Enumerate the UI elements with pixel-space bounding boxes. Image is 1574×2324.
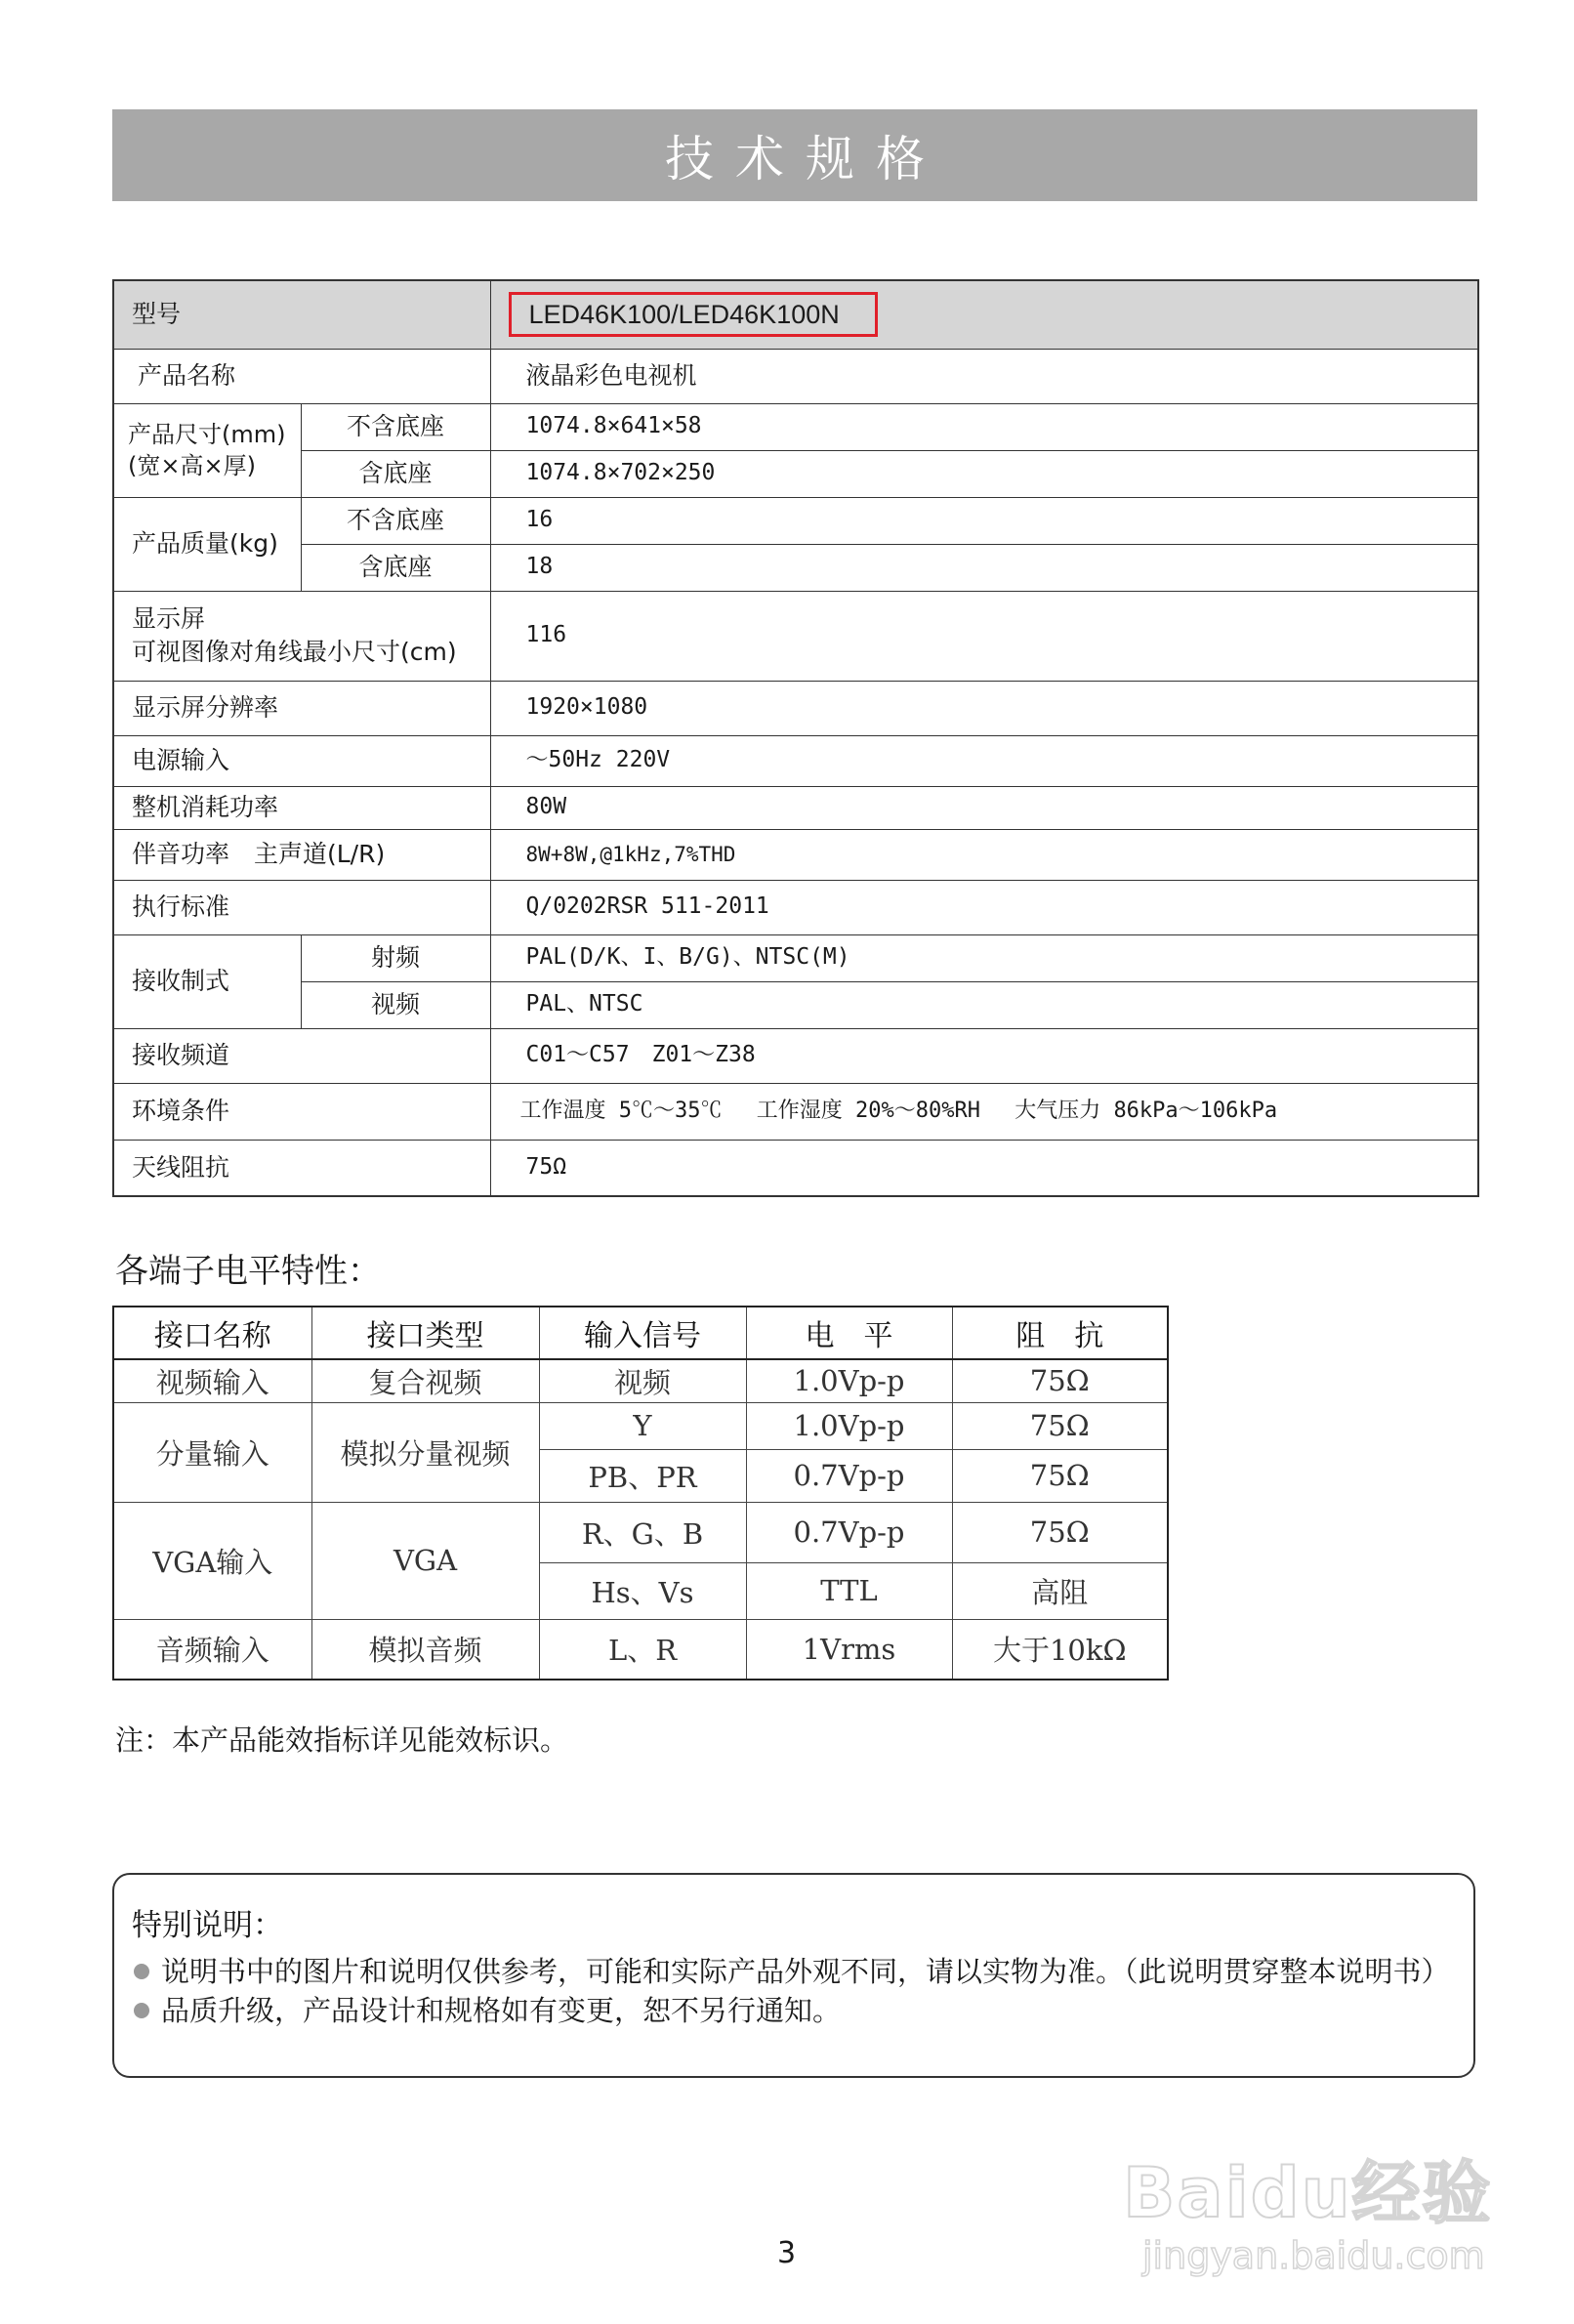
special-notice-box [112,1873,1475,2078]
table-row [113,1502,1168,1562]
table-row [113,1402,1168,1449]
page-number: 3 [777,2236,797,2270]
screen-label-detail: 可视图像对角线最小尺寸(cm) [132,638,457,666]
spec-value: 16 [490,497,1478,544]
energy-note: 注：本产品能效指标详见能效标识。 [115,1723,569,1757]
spec-label: 接收频道 [113,1028,490,1083]
spec-sublabel: 含底座 [301,450,490,497]
spec-row-channels [113,1028,1478,1083]
list-item [132,1952,1473,1991]
spec-value: 8W+8W,@1kHz,7%THD [490,829,1478,880]
col-header: 接口类型 [311,1307,539,1359]
spec-label: 伴音功率 主声道(L/R) [113,829,490,880]
port-name: VGA输入 [113,1502,311,1619]
page-title: 技术规格 [665,131,946,187]
port-signal: PB、PR [539,1449,746,1502]
port-signal: R、G、B [539,1502,746,1562]
spec-label: 天线阻抗 [113,1140,490,1196]
spec-label: 环境条件 [113,1083,490,1140]
spec-row-reception-2 [113,981,1478,1028]
spec-label [113,591,490,681]
spec-row-model [113,280,1478,349]
port-level: 1Vrms [746,1619,952,1680]
notice-text: 说明书中的图片和说明仅供参考，可能和实际产品外观不同，请以实物为准。（此说明贯穿整本说明书） [161,1955,1450,1988]
spec-row-weight [113,497,1478,544]
list-item [132,1991,1473,2030]
spec-sublabel: 不含底座 [301,403,490,450]
port-impedance: 75Ω [952,1402,1168,1449]
spec-value: 116 [490,591,1478,681]
port-type: 复合视频 [311,1359,539,1402]
spec-value: 1920×1080 [490,681,1478,735]
col-header: 接口名称 [113,1307,311,1359]
spec-value: 75Ω [490,1140,1478,1196]
spec-value: 液晶彩色电视机 [490,349,1478,403]
special-notice-title: 特别说明： [132,1908,283,1943]
watermark-url: jingyan.baidu.com [1142,2234,1485,2277]
spec-row-reception [113,934,1478,981]
table-row [113,1359,1168,1402]
col-header: 电 平 [746,1307,952,1359]
spec-label [113,403,301,497]
spec-value: Q/0202RSR 511-2011 [490,880,1478,934]
port-impedance: 高阻 [952,1562,1168,1619]
ports-header-row [113,1307,1168,1359]
baidu-watermark [1123,2129,1523,2285]
model-value: LED46K100/LED46K100N [509,292,878,337]
spec-value: 80W [490,786,1478,829]
ports-table [112,1306,1169,1681]
spec-value: PAL、NTSC [490,981,1478,1028]
spec-label: 产品名称 [113,349,490,403]
port-impedance: 75Ω [952,1359,1168,1402]
spec-value: 工作温度 5℃～35℃ 工作湿度 20%～80%RH 大气压力 86kPa～106kPa [490,1083,1478,1140]
spec-row-antenna [113,1140,1478,1196]
spec-row-audio [113,829,1478,880]
col-header: 输入信号 [539,1307,746,1359]
bullet-icon [134,2003,149,2018]
spec-sublabel: 视频 [301,981,490,1028]
spec-value: ～50Hz 220V [490,735,1478,786]
port-type: 模拟分量视频 [311,1402,539,1502]
spec-sublabel: 不含底座 [301,497,490,544]
spec-value: PAL(D/K、I、B/G)、NTSC(M) [490,934,1478,981]
port-signal: Hs、Vs [539,1562,746,1619]
port-impedance: 75Ω [952,1449,1168,1502]
spec-row-standard [113,880,1478,934]
table-row [113,1619,1168,1680]
spec-label: 接收制式 [113,934,301,1028]
spec-value: 18 [490,544,1478,591]
size-label: 产品尺寸(mm) [128,420,286,448]
spec-label: 产品质量(kg) [113,497,301,591]
port-signal: Y [539,1402,746,1449]
port-impedance: 大于10kΩ [952,1619,1168,1680]
spec-row-power-input [113,735,1478,786]
spec-label: 显示屏分辨率 [113,681,490,735]
size-label-dims: (宽×高×厚) [128,452,256,479]
port-type: VGA [311,1502,539,1619]
spec-row-weight-2 [113,544,1478,591]
port-type: 模拟音频 [311,1619,539,1680]
spec-row-power-consumption [113,786,1478,829]
port-name: 音频输入 [113,1619,311,1680]
spec-row-screen [113,591,1478,681]
port-impedance: 75Ω [952,1502,1168,1562]
port-signal: 视频 [539,1359,746,1402]
spec-row-name [113,349,1478,403]
port-level: 1.0Vp-p [746,1402,952,1449]
col-header: 阻 抗 [952,1307,1168,1359]
spec-label: 整机消耗功率 [113,786,490,829]
port-signal: L、R [539,1619,746,1680]
spec-label: 执行标准 [113,880,490,934]
ports-section-title: 各端子电平特性： [115,1252,381,1291]
spec-label: 电源输入 [113,735,490,786]
bullet-icon [134,1964,149,1979]
page-title-bar [112,109,1477,201]
spec-row-resolution [113,681,1478,735]
spec-value: 1074.8×702×250 [490,450,1478,497]
port-level: 1.0Vp-p [746,1359,952,1402]
port-name: 视频输入 [113,1359,311,1402]
port-level: 0.7Vp-p [746,1449,952,1502]
port-name: 分量输入 [113,1402,311,1502]
port-level: 0.7Vp-p [746,1502,952,1562]
port-level: TTL [746,1562,952,1619]
spec-row-size-2 [113,450,1478,497]
spec-value: C01～C57 Z01～Z38 [490,1028,1478,1083]
watermark-logo: Baidu经验 [1123,2153,1493,2233]
spec-table [112,279,1479,1197]
spec-value: 1074.8×641×58 [490,403,1478,450]
notice-text: 品质升级，产品设计和规格如有变更，恕不另行通知。 [161,1994,842,2027]
screen-label: 显示屏 [132,604,206,634]
spec-row-environment [113,1083,1478,1140]
model-label: 型号 [113,280,490,349]
spec-sublabel: 含底座 [301,544,490,591]
spec-row-size [113,403,1478,450]
spec-sublabel: 射频 [301,934,490,981]
